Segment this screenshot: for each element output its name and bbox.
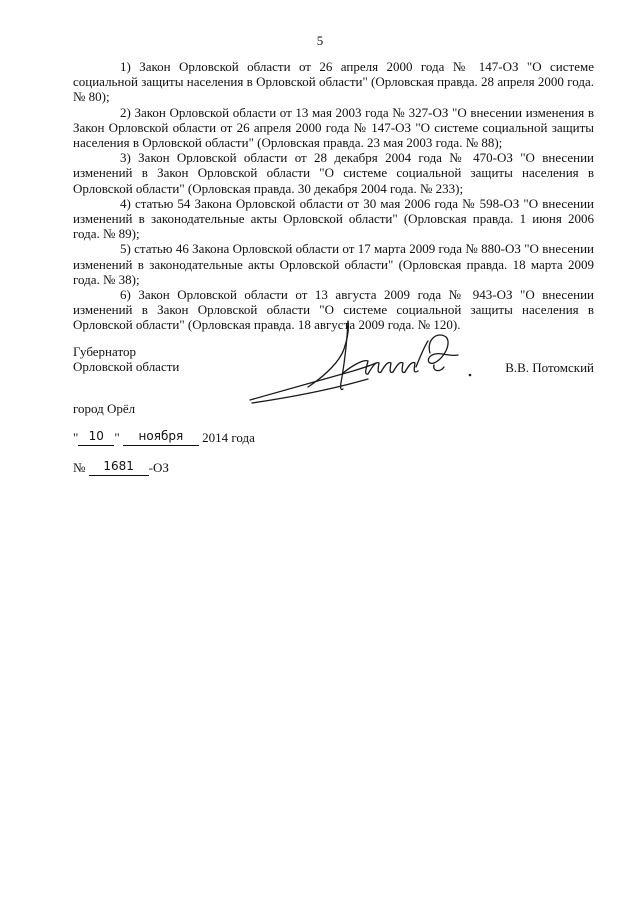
number-value: 1681 (103, 459, 134, 473)
signing-date (73, 430, 255, 446)
number-field (89, 461, 149, 476)
signatory-position (73, 344, 179, 374)
document-body (73, 59, 594, 333)
signatory-position-line2: Орловской области (73, 359, 180, 375)
date-day-field (78, 431, 114, 446)
list-item-5: 5) статью 46 Закона Орловской области от 17 марта 2009 года № 880-ОЗ "О внесении изменений в законодательные акты Орловской области" (Орловская правда. 18 марта 2009 года. № 38); (73, 241, 594, 287)
date-year: 2014 года (202, 430, 255, 445)
number-prefix: № (73, 460, 86, 475)
list-item-3: 3) Закон Орловской области от 28 декабря 2004 года № 470-ОЗ "О внесении изменений в Закон Орловской области "О системе социальной защиты населения в Орловской области" (Орловская правда. 30 декабря 2004 года. № 233); (73, 150, 594, 196)
signature-block (73, 344, 594, 394)
signatory-name: В.В. Потомский (505, 360, 594, 375)
signatory-position-line1: Губернатор (73, 344, 136, 359)
date-close-quote: " (114, 430, 120, 445)
list-item-1: 1) Закон Орловской области от 26 апреля 2000 года № 147-ОЗ "О системе социальной защиты населения в Орловской области" (Орловская правда. 28 апреля 2000 года. № 80); (73, 59, 594, 105)
number-suffix: -ОЗ (148, 460, 169, 475)
list-item-6: 6) Закон Орловской области от 13 августа 2009 года № 943-ОЗ "О внесении изменений в Закон Орловской области "О системе социальной защиты населения в Орловской области" (Орловская правда. 18 августа 2009 года. № 120). (73, 287, 594, 333)
page-number: 5 (316, 33, 324, 48)
list-item-4: 4) статью 54 Закона Орловской области от 30 мая 2006 года № 598-ОЗ "О внесении изменений в законодательные акты Орловской области" (Орловская правда. 1 июня 2006 года. № 89); (73, 195, 594, 242)
date-day-value: 10 (88, 429, 104, 443)
law-number (73, 460, 169, 476)
list-item-2: 2) Закон Орловской области от 13 мая 2003 года № 327-ОЗ "О внесении изменения в Закон Орловской области от 26 апреля 2000 года № 147-ОЗ "О системе социальной защиты населения в Орловской области" (Орловская правда. 23 мая 2003 года. № 88); (73, 104, 594, 151)
handwritten-signature (248, 317, 478, 412)
date-month-field (123, 431, 199, 446)
date-open-quote: " (73, 430, 79, 445)
date-month-value: ноября (138, 429, 184, 443)
city-line: город Орёл (73, 401, 136, 416)
